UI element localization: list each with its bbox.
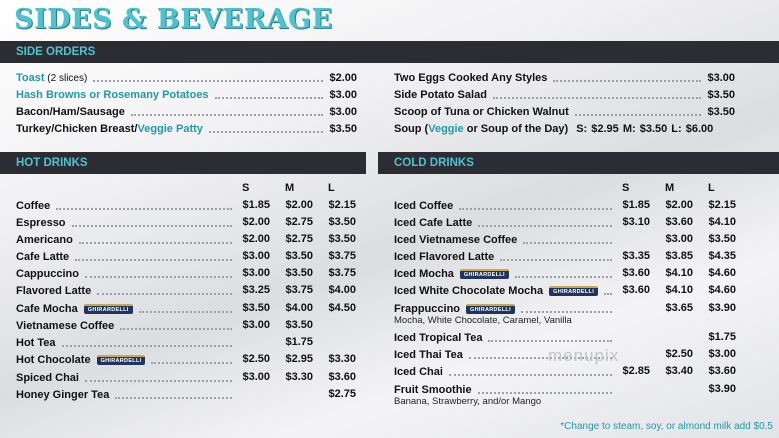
leader-dots xyxy=(131,114,324,116)
price-l: $3.90 xyxy=(708,383,736,395)
drink-options: Mocha, White Chocolate, Caramel, Vanilla xyxy=(394,315,572,326)
price-s: $2.00 xyxy=(242,233,270,245)
drink-row xyxy=(394,249,618,264)
drink-row xyxy=(16,318,238,333)
menu-item xyxy=(16,87,357,102)
item-price: $3.00 xyxy=(329,88,357,101)
leader-dots xyxy=(120,328,232,330)
drink-name: Flavored Latte xyxy=(16,284,92,297)
drink-name: Frappuccino xyxy=(394,302,461,315)
drink-name: Iced Flavored Latte xyxy=(394,250,495,263)
drink-row xyxy=(16,335,238,350)
side-orders-header: SIDE ORDERS xyxy=(0,41,779,63)
size-header-s: S xyxy=(622,182,630,194)
drink-row xyxy=(16,283,238,298)
ghirardelli-logo: GHIRARDELLI xyxy=(460,269,509,279)
menu-item xyxy=(394,104,735,119)
ghirardelli-logo: GHIRARDELLI xyxy=(84,304,133,314)
price-s: $2.50 xyxy=(242,353,270,365)
price-l: $2.15 xyxy=(708,199,736,211)
price-s: $2.00 xyxy=(242,216,270,228)
price-m: $3.40 xyxy=(665,365,693,377)
leader-dots xyxy=(515,276,612,278)
price-s xyxy=(606,382,650,397)
price-s: $1.85 xyxy=(622,199,650,211)
menu-item xyxy=(16,121,357,136)
item-price: S: $2.95 M: $3.50 L: $6.00 xyxy=(576,122,714,135)
price-l: $4.00 xyxy=(328,284,356,296)
item-price: $3.50 xyxy=(707,88,735,101)
price-m xyxy=(649,382,693,397)
drink-row xyxy=(16,215,238,230)
price-m: $2.50 xyxy=(665,348,693,360)
price-l: $4.60 xyxy=(708,284,736,296)
item-name: Toast xyxy=(16,71,45,84)
drink-row xyxy=(394,382,618,397)
price-m: $2.75 xyxy=(285,216,313,228)
watermark: menupix xyxy=(548,346,620,365)
price-m: $2.75 xyxy=(285,233,313,245)
leader-dots xyxy=(459,208,612,210)
size-header-l: L xyxy=(708,182,715,194)
drink-row xyxy=(394,301,618,316)
menu-item xyxy=(16,70,357,85)
price-s: $1.85 xyxy=(242,199,270,211)
price-s: $3.35 xyxy=(622,250,650,262)
drink-name: Iced White Chocolate Mocha xyxy=(394,284,544,297)
price-l: $4.60 xyxy=(708,267,736,279)
leader-dots xyxy=(500,259,612,261)
price-s xyxy=(226,335,270,350)
price-s: $3.00 xyxy=(242,319,270,331)
drink-row xyxy=(394,198,618,213)
leader-dots xyxy=(97,293,232,295)
price-l: $3.50 xyxy=(708,233,736,245)
item-name: Two Eggs Cooked Any Styles xyxy=(394,71,548,84)
drink-row xyxy=(16,249,238,264)
price-m: $2.00 xyxy=(665,199,693,211)
leader-dots xyxy=(139,311,232,313)
leader-dots xyxy=(523,242,612,244)
item-price: $3.50 xyxy=(707,105,735,118)
drink-name: Cafe Mocha xyxy=(16,302,78,315)
price-s xyxy=(226,387,270,402)
size-header-m: M xyxy=(665,182,675,194)
item-price: $2.00 xyxy=(329,71,357,84)
item-name: Hash Browns or Rosemany Potatoes xyxy=(16,88,209,101)
drink-name: Iced Vietnamese Coffee xyxy=(394,233,518,246)
leader-dots xyxy=(85,276,232,278)
ghirardelli-logo: GHIRARDELLI xyxy=(549,286,598,296)
drink-row xyxy=(394,330,618,345)
price-l: $3.60 xyxy=(328,371,356,383)
leader-dots xyxy=(85,380,232,382)
leader-dots xyxy=(56,208,232,210)
price-l: $3.75 xyxy=(328,250,356,262)
price-m: $3.60 xyxy=(665,216,693,228)
price-m: $1.75 xyxy=(285,336,313,348)
drink-name: Iced Mocha xyxy=(394,267,454,280)
price-s: $2.85 xyxy=(622,365,650,377)
price-l: $1.75 xyxy=(708,331,736,343)
leader-dots xyxy=(521,311,612,313)
item-note: (2 slices) xyxy=(44,72,88,84)
footnote: *Change to steam, soy, or almond milk add $0.5 xyxy=(560,421,773,432)
drink-name: Iced Thai Tea xyxy=(394,348,463,361)
drink-name: Fruit Smoothie xyxy=(394,383,472,396)
price-m xyxy=(269,387,313,402)
price-s: $3.00 xyxy=(242,250,270,262)
price-l: $4.10 xyxy=(708,216,736,228)
menu-item xyxy=(394,121,735,136)
item-name-highlight: Veggie Patty xyxy=(137,122,203,135)
price-m: $3.75 xyxy=(285,284,313,296)
price-m: $3.50 xyxy=(285,250,313,262)
drink-row xyxy=(394,266,618,281)
item-name-highlight: Veggie xyxy=(428,122,464,135)
price-s: $3.00 xyxy=(242,371,270,383)
item-price: $3.00 xyxy=(329,105,357,118)
item-name: Side Potato Salad xyxy=(394,88,487,101)
drink-name: Iced Cafe Latte xyxy=(394,216,473,229)
leader-dots xyxy=(478,392,612,394)
price-l: $3.50 xyxy=(328,216,356,228)
page-title: SIDES & BEVERAGE xyxy=(14,4,333,35)
drink-name: Coffee xyxy=(16,199,51,212)
size-header-s: S xyxy=(242,182,250,194)
leader-dots xyxy=(478,225,612,227)
drink-row xyxy=(16,232,238,247)
item-name: Turkey/Chicken Breast/ xyxy=(16,122,138,135)
drink-row xyxy=(394,215,618,230)
cold-drinks-header: COLD DRINKS xyxy=(378,152,779,174)
price-l: $3.00 xyxy=(708,348,736,360)
size-header-l: L xyxy=(328,182,335,194)
leader-dots xyxy=(575,114,702,116)
ghirardelli-logo: GHIRARDELLI xyxy=(466,304,515,314)
price-s: $3.25 xyxy=(242,284,270,296)
price-m: $3.50 xyxy=(285,319,313,331)
leader-dots xyxy=(151,362,232,364)
price-l xyxy=(312,335,356,350)
drink-row xyxy=(16,301,238,316)
price-m: $2.95 xyxy=(285,353,313,365)
drink-name: Hot Chocolate xyxy=(16,353,91,366)
leader-dots xyxy=(553,80,701,82)
item-name: or Soup of the Day) xyxy=(463,122,569,135)
leader-dots xyxy=(449,374,612,376)
drink-name: Iced Tropical Tea xyxy=(394,331,483,344)
price-m: $4.10 xyxy=(665,284,693,296)
price-m xyxy=(649,330,693,345)
drink-row xyxy=(16,387,238,402)
leader-dots xyxy=(209,131,324,133)
price-m: $2.00 xyxy=(285,199,313,211)
price-m: $3.85 xyxy=(665,250,693,262)
item-name: Scoop of Tuna or Chicken Walnut xyxy=(394,105,569,118)
price-s: $3.50 xyxy=(242,302,270,314)
hot-drinks-header: HOT DRINKS xyxy=(0,152,366,174)
drink-name: Iced Chai xyxy=(394,365,443,378)
price-m: $4.00 xyxy=(285,302,313,314)
drink-name: Honey Ginger Tea xyxy=(16,388,110,401)
drink-row xyxy=(16,198,238,213)
price-l: $3.60 xyxy=(708,365,736,377)
price-m: $3.65 xyxy=(665,302,693,314)
price-l: $4.50 xyxy=(328,302,356,314)
menu-item xyxy=(16,104,357,119)
price-m: $3.00 xyxy=(665,233,693,245)
drink-row xyxy=(16,370,238,385)
price-m: $4.10 xyxy=(665,267,693,279)
leader-dots xyxy=(79,242,232,244)
drink-name: Hot Tea xyxy=(16,336,56,349)
price-l: $3.75 xyxy=(328,267,356,279)
item-price: $3.50 xyxy=(329,122,357,135)
drink-name: Cafe Latte xyxy=(16,250,70,263)
price-m: $3.50 xyxy=(285,267,313,279)
drink-name: Iced Coffee xyxy=(394,199,454,212)
price-s xyxy=(606,330,650,345)
drink-name: Spiced Chai xyxy=(16,371,79,384)
price-l: $2.75 xyxy=(328,388,356,400)
price-l: $3.50 xyxy=(328,233,356,245)
ghirardelli-logo: GHIRARDELLI xyxy=(97,355,146,365)
item-price: $3.00 xyxy=(707,71,735,84)
menu-item xyxy=(394,87,735,102)
item-name: Soup ( xyxy=(394,122,429,135)
drink-row xyxy=(16,266,238,281)
price-s: $3.10 xyxy=(622,216,650,228)
size-header-m: M xyxy=(285,182,295,194)
menu-item xyxy=(394,70,735,85)
price-l xyxy=(312,318,356,333)
item-name: Bacon/Ham/Sausage xyxy=(16,105,125,118)
price-s xyxy=(606,232,650,247)
price-m: $3.30 xyxy=(285,371,313,383)
price-s: $3.60 xyxy=(622,284,650,296)
price-l: $4.35 xyxy=(708,250,736,262)
drink-name: Cappuccino xyxy=(16,267,79,280)
drink-options: Banana, Strawberry, and/or Mango xyxy=(394,396,542,407)
leader-dots xyxy=(72,225,232,227)
price-l: $3.30 xyxy=(328,353,356,365)
leader-dots xyxy=(62,345,232,347)
drink-row xyxy=(394,283,618,298)
leader-dots xyxy=(215,97,324,99)
price-s xyxy=(606,301,650,316)
leader-dots xyxy=(115,397,232,399)
drink-row xyxy=(394,364,618,379)
price-s: $3.60 xyxy=(622,267,650,279)
price-s: $3.00 xyxy=(242,267,270,279)
leader-dots xyxy=(75,259,232,261)
price-l: $2.15 xyxy=(328,199,356,211)
drink-name: Espresso xyxy=(16,216,66,229)
drink-name: Vietnamese Coffee xyxy=(16,319,115,332)
leader-dots xyxy=(493,97,702,99)
leader-dots xyxy=(93,80,323,82)
price-l: $3.90 xyxy=(708,302,736,314)
drink-row xyxy=(16,352,238,367)
drink-row xyxy=(394,232,618,247)
drink-name: Americano xyxy=(16,233,73,246)
leader-dots xyxy=(488,340,612,342)
